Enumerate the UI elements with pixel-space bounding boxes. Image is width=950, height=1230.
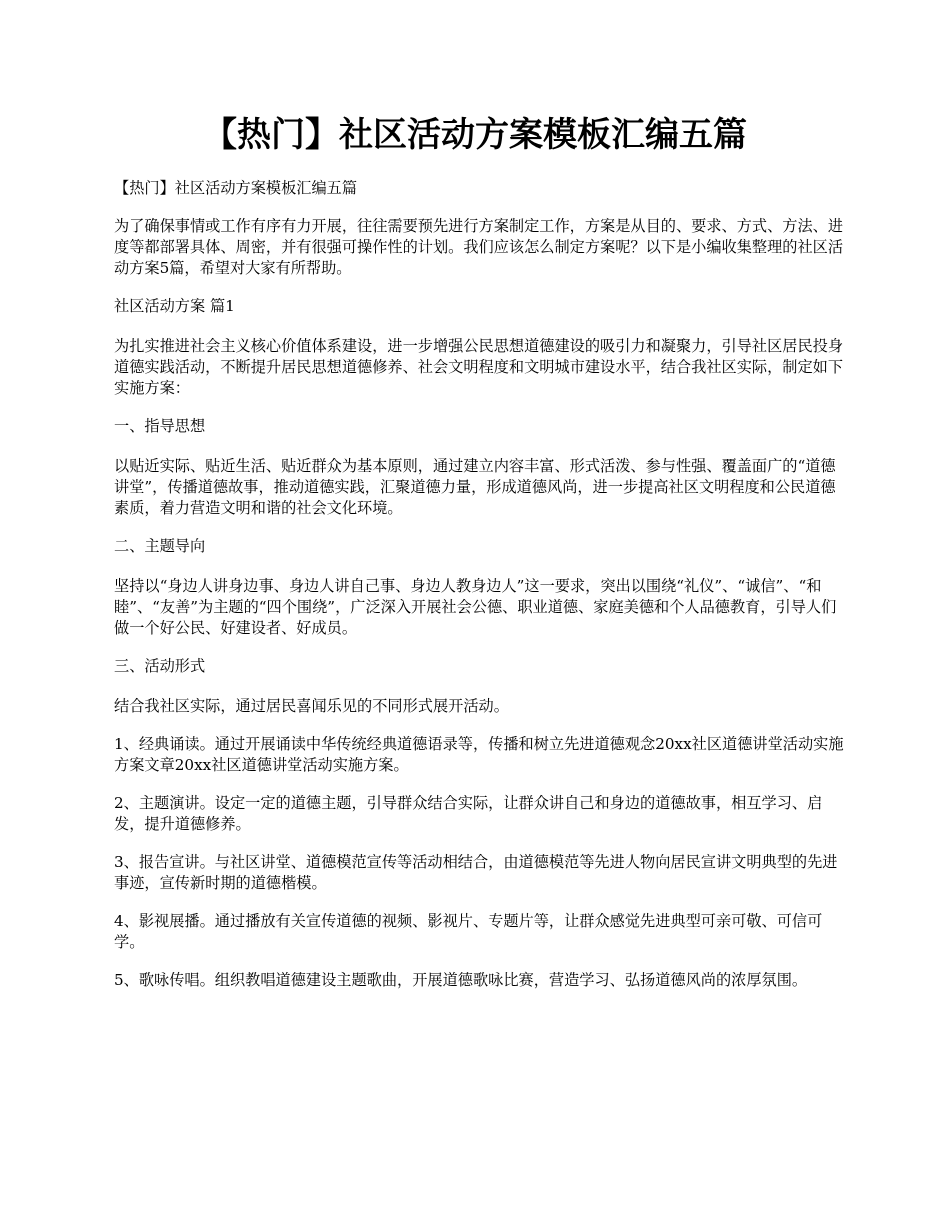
section-heading-theme-orientation: 二、主题导向	[114, 537, 206, 555]
list-item: 3、报告宣讲。与社区讲堂、道德模范宣传等活动相结合，由道德模范等先进人物向居民宣讲文明典型的先进事迹，宣传新时期的道德楷模。	[114, 853, 838, 892]
list-item: 2、主题演讲。设定一定的道德主题，引导群众结合实际，让群众讲自己和身边的道德故事，相互学习、启发，提升道德修养。	[114, 794, 823, 833]
guiding-ideology-paragraph: 以贴近实际、贴近生活、贴近群众为基本原则，通过建立内容丰富、形式活泼、参与性强、覆盖面广的“道德讲堂”，传播道德故事，推动道德实践，汇聚道德力量，形成道德风尚，进一步提高社区文明程度和公民道德素质，着力营造文明和谐的社会文化环境。	[114, 457, 836, 517]
intro-paragraph: 为了确保事情或工作有序有力开展，往往需要预先进行方案制定工作，方案是从目的、要求、方式、方法、进度等都部署具体、周密，并有很强可操作性的计划。我们应该怎么制定方案呢？以下是小编收集整理的社区活动方案5篇，希望对大家有所帮助。	[114, 217, 843, 277]
list-item: 5、歌咏传唱。组织教唱道德建设主题歌曲，开展道德歌咏比赛，营造学习、弘扬道德风尚的浓厚氛围。	[114, 971, 808, 989]
section-heading-activity-forms: 三、活动形式	[114, 657, 206, 675]
section-heading-guiding-ideology: 一、指导思想	[114, 417, 206, 435]
activity-forms-intro: 结合我社区实际，通过居民喜闻乐见的不同形式展开活动。	[114, 697, 509, 715]
plan-intro-paragraph: 为扎实推进社会主义核心价值体系建设，进一步增强公民思想道德建设的吸引力和凝聚力，引导社区居民投身道德实践活动，不断提升居民思想道德修养、社会文明程度和文明城市建设水平，结合我社区实际，制定如下实施方案：	[114, 337, 843, 397]
document-body	[114, 178, 850, 1008]
list-item: 4、影视展播。通过播放有关宣传道德的视频、影视片、专题片等，让群众感觉先进典型可亲可敬、可信可学。	[114, 912, 823, 951]
theme-orientation-paragraph: 坚持以“身边人讲身边事、身边人讲自己事、身边人教身边人”这一要求，突出以围绕“礼仪”、“诚信”、“和睦”、“友善”为主题的“四个围绕”，广泛深入开展社会公德、职业道德、家庭美德和个人品德教育，引导人们做一个好公民、好建设者、好成员。	[114, 577, 837, 637]
subtitle-paragraph: 【热门】社区活动方案模板汇编五篇	[114, 179, 357, 197]
document-title: 【热门】社区活动方案模板汇编五篇	[203, 115, 747, 155]
section-heading-plan-1: 社区活动方案 篇1	[114, 297, 235, 315]
list-item: 1、经典诵读。通过开展诵读中华传统经典道德语录等，传播和树立先进道德观念20xx社区道德讲堂活动实施方案文章20xx社区道德讲堂活动实施方案。	[114, 735, 844, 774]
